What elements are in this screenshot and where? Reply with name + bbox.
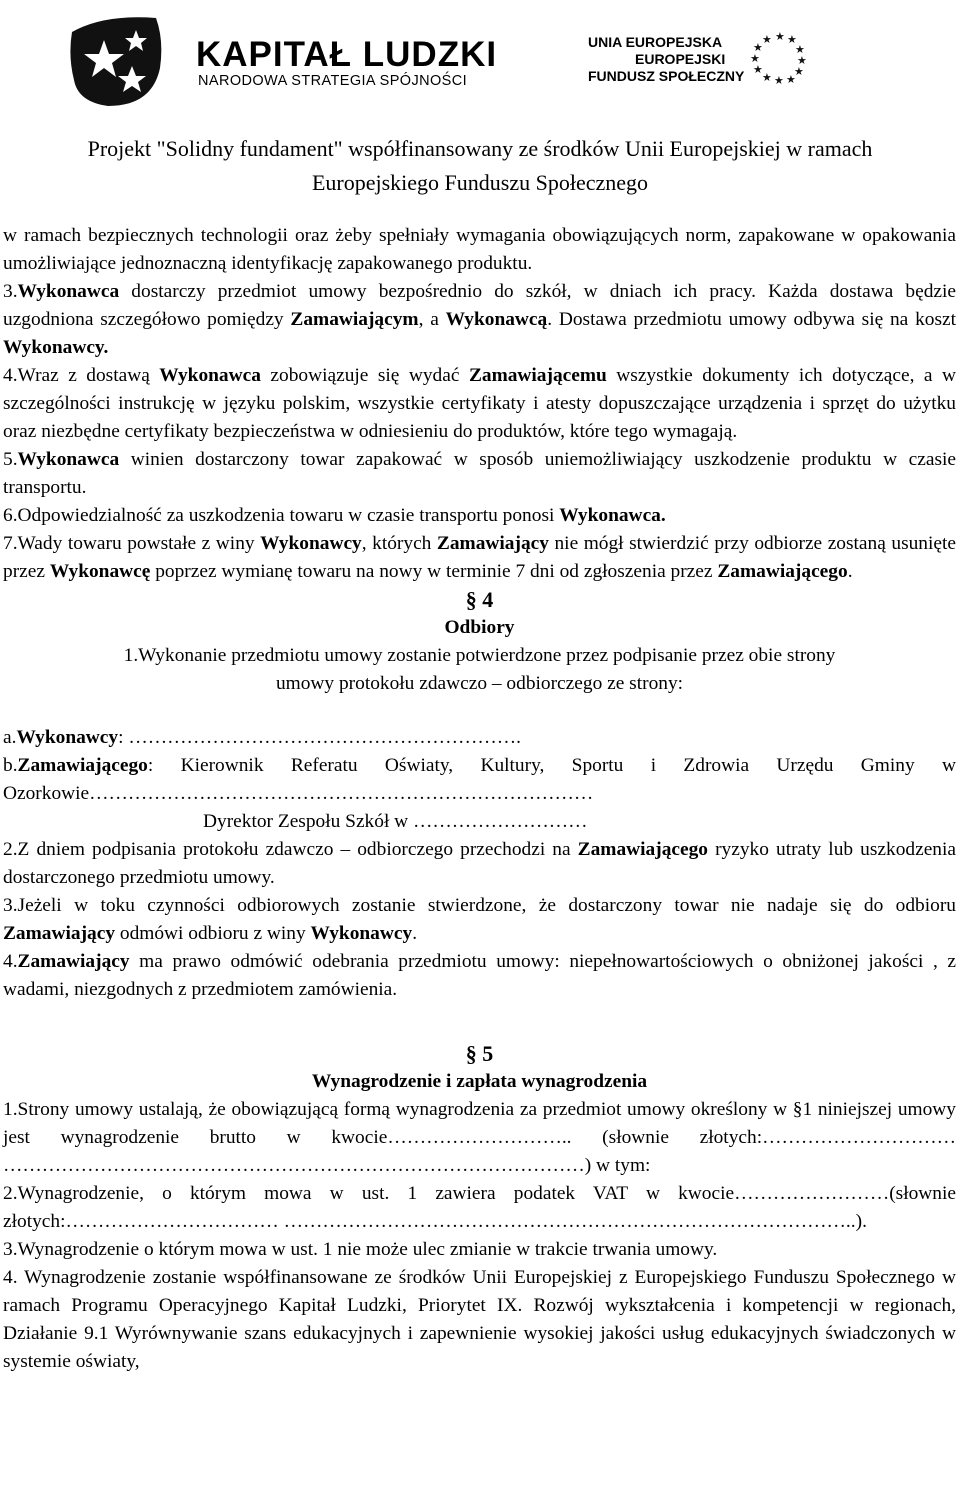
spacer	[3, 698, 956, 726]
page-header	[0, 0, 960, 200]
svg-text:★: ★	[795, 43, 805, 56]
section-5-p1: 1.Strony umowy ustalają, że obowiązującą formą wynagrodzenia za przedmiot umowy określony w §1 niniejszej umowy jest wynagrodzenie brutto w kwocie……………………….. (słownie złotych:………………………… ………………………………………………………………………………) w tym:	[3, 1099, 956, 1176]
svg-text:★: ★	[762, 71, 772, 84]
eu-logo-line2: EUROPEJSKI	[635, 51, 726, 67]
paragraph-intro: w ramach bezpiecznych technologii oraz żeby spełniały wymagania obowiązujących norm, zapakowane w opakowania umożliwiające jednoznaczną identyfikację zapakowanego produktu.	[3, 225, 956, 274]
section-5-title: Wynagrodzenie i zapłata wynagrodzenia	[311, 1071, 648, 1092]
eu-logo-text	[588, 34, 744, 85]
paragraph-4: 4.Wraz z dostawą Wykonawca zobowiązuje się wydać Zamawiającemu wszystkie dokumenty ich dotyczące, a w szczególności instrukcję w języku polskim, wszystkie certyfikaty i atesty dopuszczające urządzenia i sprzęt do użytku oraz niezbędne certyfikaty bezpieczeństwa w odniesieniu do produktów, które tego wymagają.	[3, 365, 956, 442]
paragraph-6: 6.Odpowiedzialność za uszkodzenia towaru w czasie transportu ponosi Wykonawca.	[3, 505, 666, 526]
section-4-sign: § 4	[465, 587, 494, 612]
svg-text:★: ★	[797, 54, 807, 67]
section-4-p3: 3.Jeżeli w toku czynności odbiorowych zostanie stwierdzone, że dostarczony towar nie nadaje się do odbioru Zamawiający odmówi odbioru z winy Wykonawcy.	[3, 895, 956, 944]
logo-title: KAPITAŁ LUDZKI	[196, 35, 498, 74]
section-4-p2: 2.Z dniem podpisania protokołu zdawczo – odbiorczego przechodzi na Zamawiającego ryzyko utraty lub uszkodzenia dostarczonego przedmiotu umowy.	[3, 839, 956, 888]
section-4-p4: 4.Zamawiający ma prawo odmówić odebrania przedmiotu umowy: niepełnowartościowych o obniżonej jakości , z wadami, niezgodnych z przedmiotem zamówienia.	[3, 951, 956, 1000]
svg-text:★: ★	[774, 74, 784, 84]
svg-text:★: ★	[753, 63, 763, 76]
svg-text:★: ★	[794, 65, 804, 78]
project-line-1: Projekt "Solidny fundament" współfinansowany ze środków Unii Europejskiej w ramach	[87, 136, 873, 161]
kapital-ludzki-logo-icon	[64, 10, 174, 110]
section-4-p1-line2: umowy protokołu zdawczo – odbiorczego ze strony:	[275, 673, 684, 694]
paragraph-7: 7.Wady towaru powstałe z winy Wykonawcy, których Zamawiający nie mógł stwierdzić przy odbiorze zostaną usunięte przez Wykonawcę poprzez wymianę towaru na nowy w terminie 7 dni od zgłoszenia przez Zamawiającego.	[3, 533, 956, 582]
svg-text:★: ★	[753, 41, 763, 54]
section-5-p2: 2.Wynagrodzenie, o którym mowa w ust. 1 zawiera podatek VAT w kwocie……………………(słownie złotych:…………………………… ……………………………………………………………………………..).	[3, 1183, 956, 1232]
svg-text:★: ★	[787, 33, 797, 46]
section-5-p3: 3.Wynagrodzenie o którym mowa w ust. 1 nie może ulec zmianie w trakcie trwania umowy.	[3, 1239, 718, 1260]
logo-subtitle: NARODOWA STRATEGIA SPÓJNOŚCI	[198, 73, 468, 89]
section-4-p1-line1: 1.Wykonanie przedmiotu umowy zostanie potwierdzone przez podpisanie przez obie strony	[123, 645, 836, 666]
spacer	[3, 1004, 956, 1032]
svg-text:★: ★	[762, 33, 772, 46]
paragraph-5: 5.Wykonawca winien dostarczony towar zapakować w sposób uniemożliwiający uszkodzenie produktu w czasie transportu.	[3, 449, 956, 498]
svg-text:★: ★	[786, 73, 796, 84]
section-4-title: Odbiory	[444, 617, 515, 638]
section-5-sign: § 5	[465, 1041, 494, 1066]
project-line-2: Europejskiego Funduszu Społecznego	[311, 170, 649, 195]
eu-logo-line1: UNIA EUROPEJSKA	[588, 34, 723, 50]
section-4-item-b-line2: Dyrektor Zespołu Szkół w ………………………	[203, 811, 588, 832]
svg-text:★: ★	[750, 52, 760, 65]
svg-text:★: ★	[775, 30, 785, 43]
eu-stars-icon	[742, 28, 812, 84]
eu-logo-line3: FUNDUSZ SPOŁECZNY	[588, 68, 745, 84]
section-4-item-a: a.Wykonawcy: …………………………………………………….	[3, 727, 522, 748]
section-5-p4: 4. Wynagrodzenie zostanie współfinansowane ze środków Unii Europejskiej z Europejskiego Funduszu Społecznego w ramach Programu Operacyjnego Kapitał Ludzki, Priorytet IX. Rozwój wykształcenia i kompetencji w regionach, Działanie 9.1 Wyrównywanie szans edukacyjnych i zapewnienie wysokiej jakości usług edukacyjnych świadczonych w systemie oświaty,	[3, 1267, 956, 1372]
paragraph-3: 3.Wykonawca dostarczy przedmiot umowy bezpośrednio do szkół, w dniach ich pracy. Każda dostawa będzie uzgodniona szczegółowo pomiędzy Zamawiającym, a Wykonawcą. Dostawa przedmiotu umowy odbywa się na koszt Wykonawcy.	[3, 281, 956, 358]
section-4-item-b: b.Zamawiającego: Kierownik Referatu Oświaty, Kultury, Sportu i Zdrowia Urzędu Gminy w Ozorkowie……………………………………………………………………	[3, 755, 956, 804]
document-body	[3, 222, 956, 1376]
